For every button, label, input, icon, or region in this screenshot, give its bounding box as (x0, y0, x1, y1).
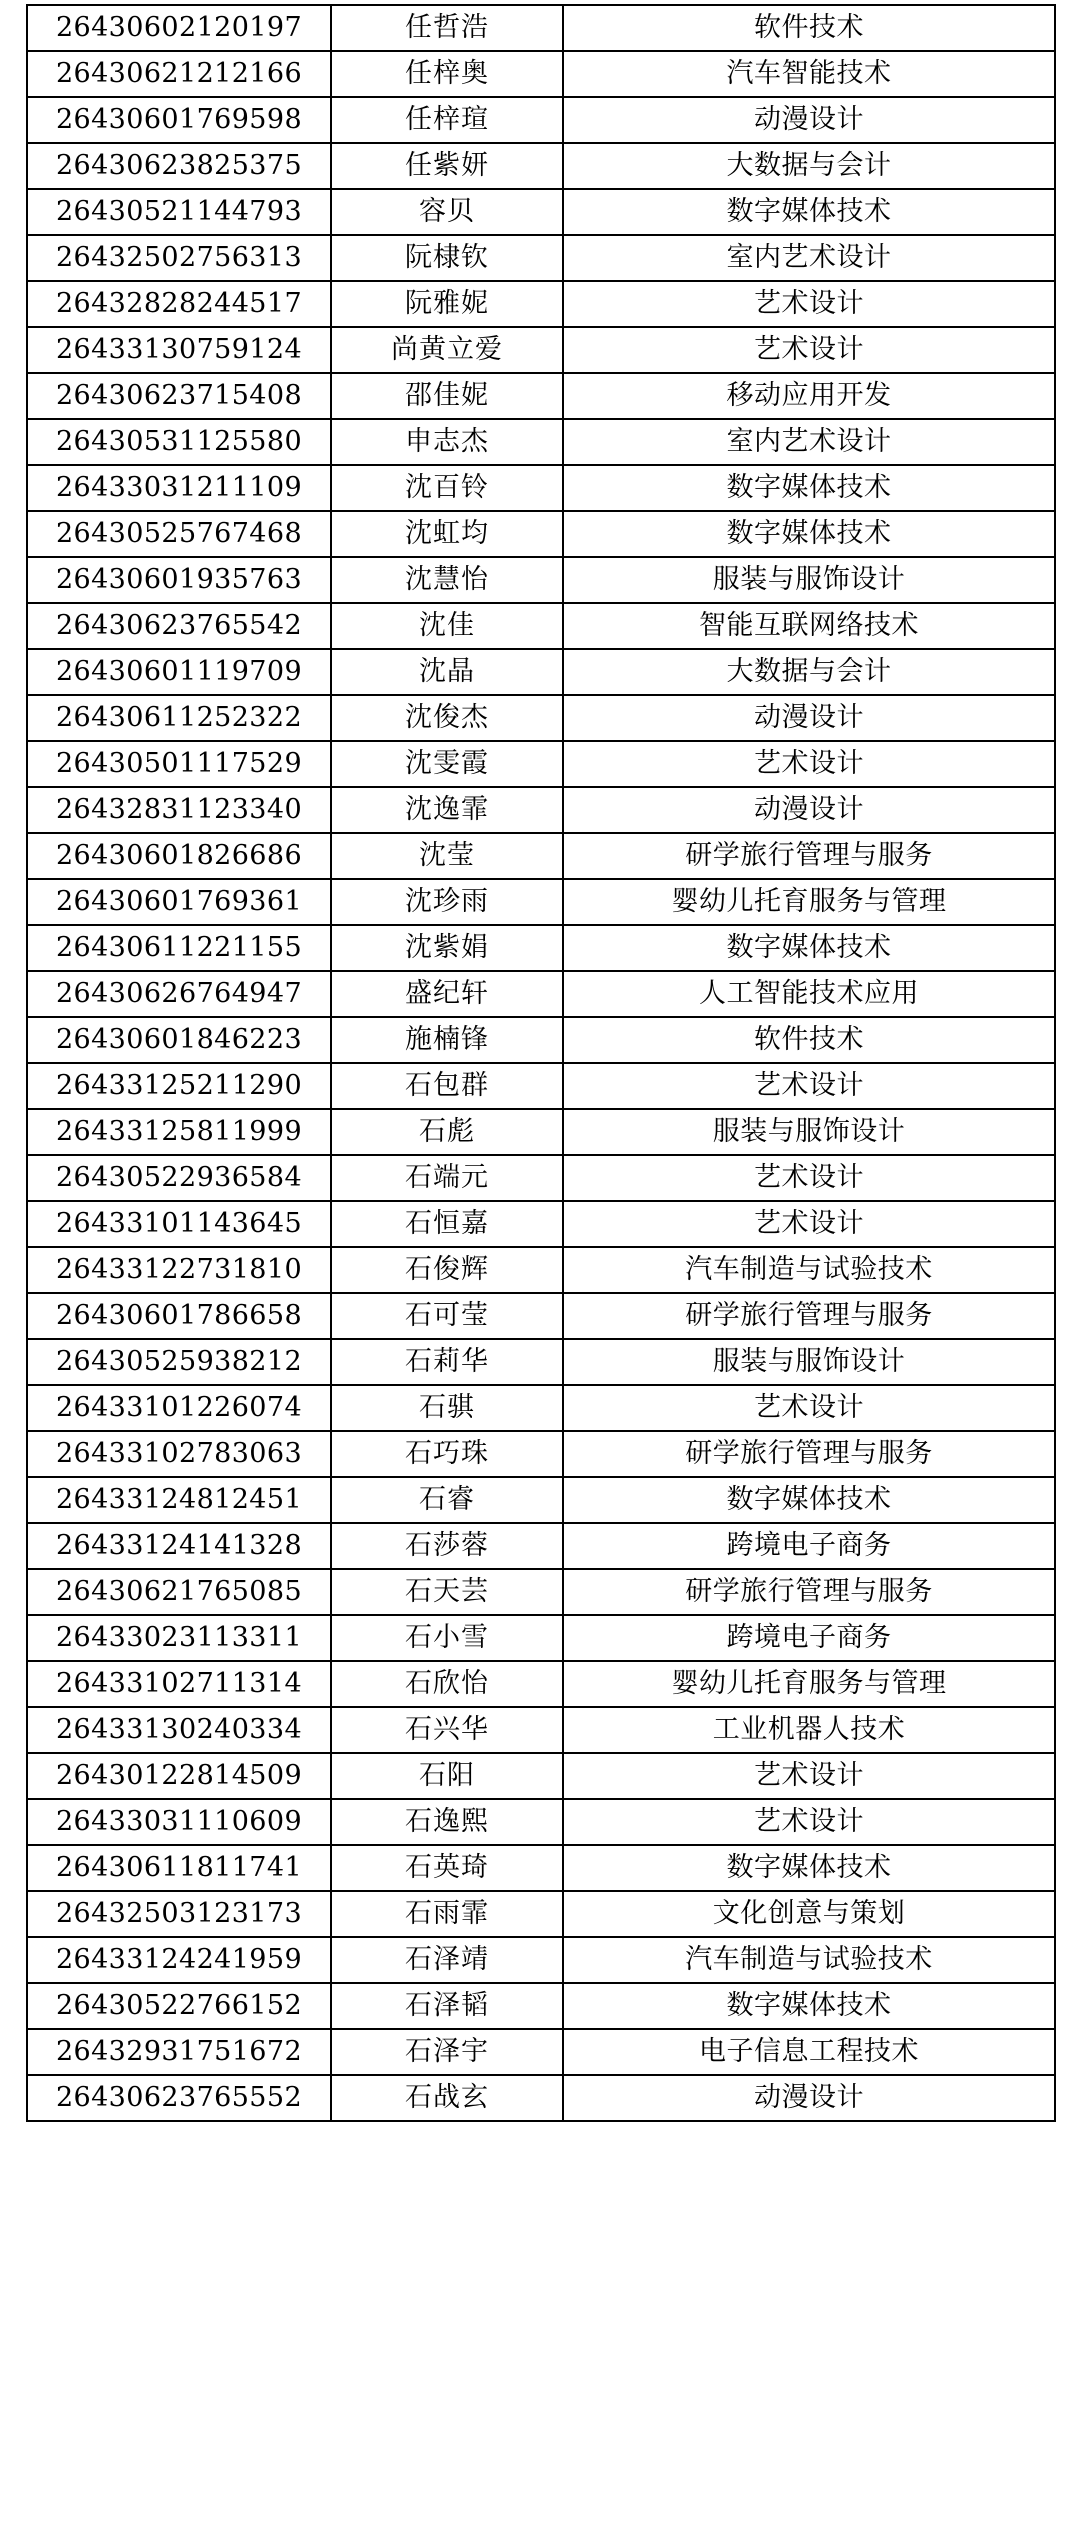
cell-student-name: 石兴华 (331, 1707, 563, 1753)
table-row (27, 1385, 1055, 1431)
cell-candidate-id: 26430531125580 (27, 419, 331, 465)
cell-student-name: 石泽靖 (331, 1937, 563, 1983)
table-row (27, 649, 1055, 695)
cell-candidate-id: 26430122814509 (27, 1753, 331, 1799)
cell-candidate-id: 26430501117529 (27, 741, 331, 787)
cell-major: 跨境电子商务 (563, 1523, 1055, 1569)
cell-major: 研学旅行管理与服务 (563, 1431, 1055, 1477)
cell-major: 服装与服饰设计 (563, 557, 1055, 603)
cell-major: 艺术设计 (563, 1201, 1055, 1247)
cell-student-name: 盛纪轩 (331, 971, 563, 1017)
cell-student-name: 石端元 (331, 1155, 563, 1201)
cell-candidate-id: 26433101226074 (27, 1385, 331, 1431)
cell-student-name: 石英琦 (331, 1845, 563, 1891)
table-row (27, 1891, 1055, 1937)
table-row (27, 511, 1055, 557)
cell-major: 数字媒体技术 (563, 1983, 1055, 2029)
table-row (27, 695, 1055, 741)
cell-student-name: 石莉华 (331, 1339, 563, 1385)
table-row (27, 971, 1055, 1017)
cell-candidate-id: 26430626764947 (27, 971, 331, 1017)
cell-student-name: 石阳 (331, 1753, 563, 1799)
cell-major: 动漫设计 (563, 2075, 1055, 2121)
table-row (27, 1799, 1055, 1845)
cell-candidate-id: 26433124241959 (27, 1937, 331, 1983)
cell-candidate-id: 26430601769361 (27, 879, 331, 925)
cell-candidate-id: 26430601846223 (27, 1017, 331, 1063)
cell-major: 数字媒体技术 (563, 189, 1055, 235)
cell-candidate-id: 26430522766152 (27, 1983, 331, 2029)
cell-student-name: 石莎蓉 (331, 1523, 563, 1569)
cell-candidate-id: 26430623765552 (27, 2075, 331, 2121)
cell-student-name: 容贝 (331, 189, 563, 235)
table-row (27, 1937, 1055, 1983)
cell-student-name: 沈莹 (331, 833, 563, 879)
cell-student-name: 阮雅妮 (331, 281, 563, 327)
cell-candidate-id: 26433130759124 (27, 327, 331, 373)
cell-student-name: 石雨霏 (331, 1891, 563, 1937)
cell-candidate-id: 26433124812451 (27, 1477, 331, 1523)
cell-student-name: 沈虹均 (331, 511, 563, 557)
cell-student-name: 施楠锋 (331, 1017, 563, 1063)
cell-candidate-id: 26430621212166 (27, 51, 331, 97)
cell-major: 数字媒体技术 (563, 511, 1055, 557)
table-row (27, 1201, 1055, 1247)
cell-candidate-id: 26433023113311 (27, 1615, 331, 1661)
cell-student-name: 邵佳妮 (331, 373, 563, 419)
table-row (27, 1569, 1055, 1615)
cell-student-name: 沈佳 (331, 603, 563, 649)
table-row (27, 1109, 1055, 1155)
cell-major: 艺术设计 (563, 1753, 1055, 1799)
cell-candidate-id: 26432828244517 (27, 281, 331, 327)
cell-candidate-id: 26430621765085 (27, 1569, 331, 1615)
cell-major: 数字媒体技术 (563, 465, 1055, 511)
cell-candidate-id: 26433122731810 (27, 1247, 331, 1293)
cell-major: 艺术设计 (563, 1063, 1055, 1109)
cell-major: 艺术设计 (563, 1155, 1055, 1201)
cell-student-name: 任紫妍 (331, 143, 563, 189)
table-row (27, 1983, 1055, 2029)
cell-major: 工业机器人技术 (563, 1707, 1055, 1753)
table-row (27, 787, 1055, 833)
table-row (27, 741, 1055, 787)
table-row (27, 603, 1055, 649)
cell-major: 艺术设计 (563, 281, 1055, 327)
cell-candidate-id: 26430623715408 (27, 373, 331, 419)
cell-student-name: 石可莹 (331, 1293, 563, 1339)
cell-major: 汽车制造与试验技术 (563, 1937, 1055, 1983)
cell-major: 艺术设计 (563, 741, 1055, 787)
table-row (27, 557, 1055, 603)
cell-candidate-id: 26432831123340 (27, 787, 331, 833)
table-row (27, 879, 1055, 925)
table-row (27, 1247, 1055, 1293)
cell-student-name: 沈珍雨 (331, 879, 563, 925)
cell-major: 软件技术 (563, 1017, 1055, 1063)
cell-student-name: 沈慧怡 (331, 557, 563, 603)
table-row (27, 1523, 1055, 1569)
cell-student-name: 申志杰 (331, 419, 563, 465)
cell-candidate-id: 26430601786658 (27, 1293, 331, 1339)
table-row (27, 465, 1055, 511)
cell-candidate-id: 26432503123173 (27, 1891, 331, 1937)
cell-student-name: 石彪 (331, 1109, 563, 1155)
cell-major: 数字媒体技术 (563, 925, 1055, 971)
cell-candidate-id: 26430601119709 (27, 649, 331, 695)
cell-student-name: 石欣怡 (331, 1661, 563, 1707)
cell-student-name: 任梓瑄 (331, 97, 563, 143)
student-roster-table (26, 4, 1056, 2122)
cell-candidate-id: 26430611252322 (27, 695, 331, 741)
cell-major: 数字媒体技术 (563, 1477, 1055, 1523)
cell-student-name: 石俊辉 (331, 1247, 563, 1293)
cell-major: 婴幼儿托育服务与管理 (563, 879, 1055, 925)
table-row (27, 1431, 1055, 1477)
table-row (27, 1845, 1055, 1891)
cell-major: 动漫设计 (563, 695, 1055, 741)
table-row (27, 281, 1055, 327)
cell-major: 数字媒体技术 (563, 1845, 1055, 1891)
cell-student-name: 沈雯霞 (331, 741, 563, 787)
table-row (27, 327, 1055, 373)
cell-student-name: 石逸熙 (331, 1799, 563, 1845)
table-row (27, 97, 1055, 143)
cell-student-name: 石天芸 (331, 1569, 563, 1615)
cell-candidate-id: 26433125811999 (27, 1109, 331, 1155)
cell-student-name: 石巧珠 (331, 1431, 563, 1477)
cell-candidate-id: 26430601935763 (27, 557, 331, 603)
table-row (27, 1339, 1055, 1385)
table-row (27, 51, 1055, 97)
cell-major: 文化创意与策划 (563, 1891, 1055, 1937)
cell-major: 艺术设计 (563, 327, 1055, 373)
cell-candidate-id: 26433125211290 (27, 1063, 331, 1109)
cell-major: 大数据与会计 (563, 143, 1055, 189)
table-row (27, 1477, 1055, 1523)
cell-student-name: 沈逸霏 (331, 787, 563, 833)
cell-student-name: 石泽韬 (331, 1983, 563, 2029)
table-row (27, 143, 1055, 189)
table-row (27, 1063, 1055, 1109)
table-row (27, 373, 1055, 419)
cell-student-name: 石骐 (331, 1385, 563, 1431)
table-row (27, 1707, 1055, 1753)
cell-major: 移动应用开发 (563, 373, 1055, 419)
cell-major: 大数据与会计 (563, 649, 1055, 695)
cell-major: 婴幼儿托育服务与管理 (563, 1661, 1055, 1707)
cell-major: 室内艺术设计 (563, 419, 1055, 465)
cell-student-name: 石包群 (331, 1063, 563, 1109)
cell-major: 服装与服饰设计 (563, 1109, 1055, 1155)
cell-student-name: 石恒嘉 (331, 1201, 563, 1247)
table-row (27, 1155, 1055, 1201)
cell-major: 艺术设计 (563, 1799, 1055, 1845)
table-row (27, 419, 1055, 465)
table-row (27, 189, 1055, 235)
cell-student-name: 沈紫娟 (331, 925, 563, 971)
cell-major: 艺术设计 (563, 1385, 1055, 1431)
cell-major: 软件技术 (563, 5, 1055, 51)
table-body (27, 5, 1055, 2121)
cell-candidate-id: 26433102711314 (27, 1661, 331, 1707)
cell-candidate-id: 26433031110609 (27, 1799, 331, 1845)
table-row (27, 2075, 1055, 2121)
cell-candidate-id: 26433031211109 (27, 465, 331, 511)
cell-student-name: 石睿 (331, 1477, 563, 1523)
cell-candidate-id: 26430601769598 (27, 97, 331, 143)
cell-major: 研学旅行管理与服务 (563, 1569, 1055, 1615)
cell-candidate-id: 26430525938212 (27, 1339, 331, 1385)
cell-major: 人工智能技术应用 (563, 971, 1055, 1017)
cell-student-name: 沈俊杰 (331, 695, 563, 741)
cell-major: 跨境电子商务 (563, 1615, 1055, 1661)
table-row (27, 1017, 1055, 1063)
table-row (27, 1293, 1055, 1339)
cell-candidate-id: 26430611811741 (27, 1845, 331, 1891)
cell-major: 汽车智能技术 (563, 51, 1055, 97)
cell-student-name: 任梓奥 (331, 51, 563, 97)
cell-candidate-id: 26430521144793 (27, 189, 331, 235)
table-row (27, 5, 1055, 51)
cell-major: 服装与服饰设计 (563, 1339, 1055, 1385)
cell-candidate-id: 26433101143645 (27, 1201, 331, 1247)
cell-student-name: 石战玄 (331, 2075, 563, 2121)
cell-major: 汽车制造与试验技术 (563, 1247, 1055, 1293)
cell-student-name: 石小雪 (331, 1615, 563, 1661)
cell-student-name: 沈百铃 (331, 465, 563, 511)
cell-candidate-id: 26432931751672 (27, 2029, 331, 2075)
table-row (27, 925, 1055, 971)
cell-candidate-id: 26430522936584 (27, 1155, 331, 1201)
cell-candidate-id: 26430601826686 (27, 833, 331, 879)
table-row (27, 1615, 1055, 1661)
cell-candidate-id: 26430611221155 (27, 925, 331, 971)
cell-major: 智能互联网络技术 (563, 603, 1055, 649)
cell-major: 研学旅行管理与服务 (563, 833, 1055, 879)
table-row (27, 1753, 1055, 1799)
table-row (27, 235, 1055, 281)
cell-major: 电子信息工程技术 (563, 2029, 1055, 2075)
cell-major: 室内艺术设计 (563, 235, 1055, 281)
cell-candidate-id: 26430623825375 (27, 143, 331, 189)
cell-student-name: 任哲浩 (331, 5, 563, 51)
cell-candidate-id: 26433124141328 (27, 1523, 331, 1569)
table-row (27, 1661, 1055, 1707)
table-row (27, 833, 1055, 879)
cell-student-name: 尚黄立爱 (331, 327, 563, 373)
table-row (27, 2029, 1055, 2075)
cell-major: 动漫设计 (563, 97, 1055, 143)
cell-student-name: 石泽宇 (331, 2029, 563, 2075)
cell-candidate-id: 26432502756313 (27, 235, 331, 281)
cell-candidate-id: 26430602120197 (27, 5, 331, 51)
cell-major: 研学旅行管理与服务 (563, 1293, 1055, 1339)
cell-student-name: 沈晶 (331, 649, 563, 695)
cell-candidate-id: 26430525767468 (27, 511, 331, 557)
cell-candidate-id: 26433130240334 (27, 1707, 331, 1753)
cell-candidate-id: 26430623765542 (27, 603, 331, 649)
cell-candidate-id: 26433102783063 (27, 1431, 331, 1477)
cell-major: 动漫设计 (563, 787, 1055, 833)
cell-student-name: 阮棣钦 (331, 235, 563, 281)
